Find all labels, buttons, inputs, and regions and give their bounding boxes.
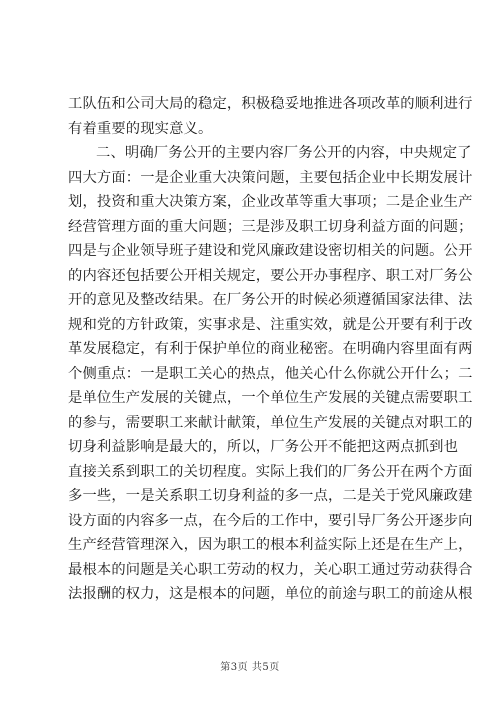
- text-line: 经营管理方面的重大问题；三是涉及职工切身利益方面的问题；: [68, 218, 473, 235]
- paragraph-start-line: 二、明确厂务公开的主要内容厂务公开的内容，中央规定了: [96, 145, 472, 161]
- text-line: 多一些，一是关系职工切身利益的多一点，二是关于党风廉政建: [68, 488, 473, 504]
- text-line: 最根本的问题是关心职工劳动的权力，关心职工通过劳动获得合: [68, 561, 473, 578]
- text-line: 的内容还包括要公开相关规定，要公开办事程序、职工对厂务公: [68, 267, 473, 284]
- text-line: 开的意见及整改结果。在厂务公开的时候必须遵循国家法律、法: [68, 292, 473, 308]
- body-text: [68, 92, 473, 607]
- text-line: 有着重要的现实意义。: [68, 120, 213, 137]
- text-line: 四是与企业领导班子建设和党风廉政建设密切相关的问题。公开: [68, 243, 473, 259]
- text-line: 个侧重点：一是职工关心的热点，他关心什么你就公开什么；二: [68, 365, 473, 382]
- text-line: 切身利益影响是最大的，所以，厂务公开不能把这两点抓到也: [68, 439, 459, 455]
- text-line: 规和党的方针政策，实事求是、注重实效，就是公开要有利于改: [68, 316, 473, 333]
- text-line: 设方面的内容多一点，在今后的工作中，要引导厂务公开逐步向: [68, 512, 473, 529]
- text-line: 工队伍和公司大局的稳定，积极稳妥地推进各项改革的顺利进行: [68, 96, 473, 112]
- text-line: 革发展稳定，有利于保护单位的商业秘密。在明确内容里面有两: [68, 341, 473, 357]
- text-line: 生产经营管理深入，因为职工的根本利益实际上还是在生产上，: [68, 537, 473, 553]
- text-line: 法报酬的权力，这是根本的问题，单位的前途与职工的前途从根: [68, 586, 473, 602]
- text-line: 直接关系到职工的关切程度。实际上我们的厂务公开在两个方面: [68, 463, 473, 480]
- text-line: 划，投资和重大决策方案，企业改革等重大事项；二是企业生产: [68, 194, 473, 210]
- text-line: 是单位生产发展的关键点，一个单位生产发展的关键点需要职工: [68, 390, 473, 406]
- text-line: 四大方面：一是企业重大决策问题，主要包括企业中长期发展计: [68, 169, 473, 186]
- text-line: 的参与，需要职工来献计献策，单位生产发展的关键点对职工的: [68, 414, 473, 431]
- page-number-footer: 第3页 共5页: [220, 662, 280, 673]
